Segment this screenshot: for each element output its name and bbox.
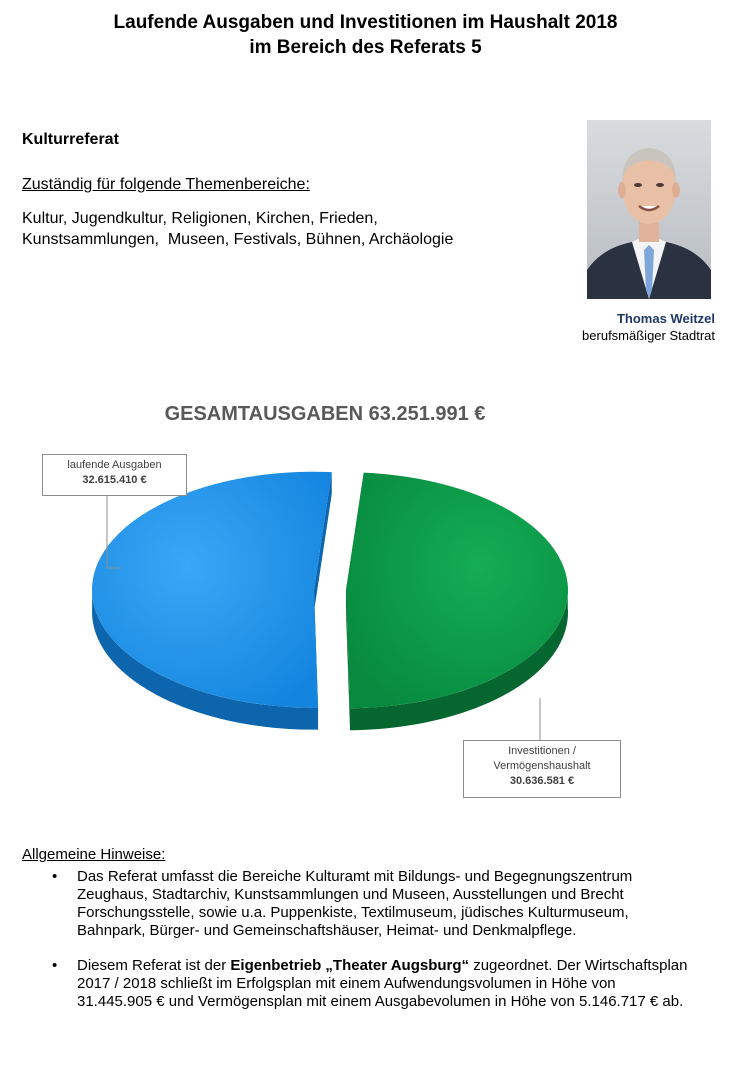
page-title-line1: Laufende Ausgaben und Investitionen im Haushalt 2018: [113, 12, 618, 33]
chart-title: GESAMTAUSGABEN 63.251.991 €: [164, 403, 486, 425]
bullet-icon: •: [52, 868, 58, 885]
list-item: [52, 868, 692, 940]
hinweis-text-2-post: zugeordnet. Der Wirtschaftsplan 2017 / 2018 schließt im Erfolgsplan mit einem Aufwendungsvolumen in Höhe von 31.445.905 € und Vermögensplan mit einem Ausgabevolumen in Höhe von 5.146.717 € ab.: [77, 957, 688, 1010]
person-name: Thomas Weitzel: [616, 311, 715, 326]
themen-line2: Kunstsammlungen, Museen, Festivals, Bühnen, Archäologie: [22, 231, 454, 248]
person-photo: [587, 120, 711, 299]
themen-line1: Kultur, Jugendkultur, Religionen, Kirchen, Frieden,: [22, 210, 378, 227]
data-label-laufende-name: laufende Ausgaben: [67, 459, 162, 471]
zustaendig-heading: Zuständig für folgende Themenbereiche:: [22, 176, 310, 193]
hinweis-text-2-bold: Eigenbetrieb „Theater Augsburg“: [230, 957, 470, 974]
page-title: [0, 10, 731, 60]
data-label-laufende-value: 32.615.410 €: [82, 474, 147, 486]
hinweis-text-2-pre: Diesem Referat ist der: [77, 957, 231, 974]
page-title-line2: im Bereich des Referats 5: [249, 37, 482, 58]
list-item: [52, 957, 692, 1011]
hinweise-heading: Allgemeine Hinweise:: [22, 846, 166, 863]
hinweise-list: [52, 868, 692, 1028]
data-label-investitionen: [463, 740, 621, 798]
bullet-icon: •: [52, 957, 58, 974]
themen-list: [22, 208, 562, 250]
data-label-investitionen-name2: Vermögenshaushalt: [493, 760, 591, 772]
data-label-investitionen-name1: Investitionen /: [508, 745, 576, 757]
data-label-laufende: [42, 454, 187, 496]
person-role: berufsmäßiger Stadtrat: [582, 328, 715, 343]
data-label-investitionen-value: 30.636.581 €: [509, 775, 575, 787]
referat-name: Kulturreferat: [22, 131, 119, 148]
hinweis-text-1: Das Referat umfasst die Bereiche Kulturamt mit Bildungs- und Begegnungszentrum Zeughaus, Stadtarchiv, Kunstsammlungen und Museen, Ausstellungen und Brecht Forschungsstelle, sowie u.a. Puppenkiste, Textilmuseum, jüdisches Kulturmuseum, Bahnpark, Bürger- und Gemeinschaftshäuser, Heimat- und Denkmalpflege.: [77, 868, 633, 939]
